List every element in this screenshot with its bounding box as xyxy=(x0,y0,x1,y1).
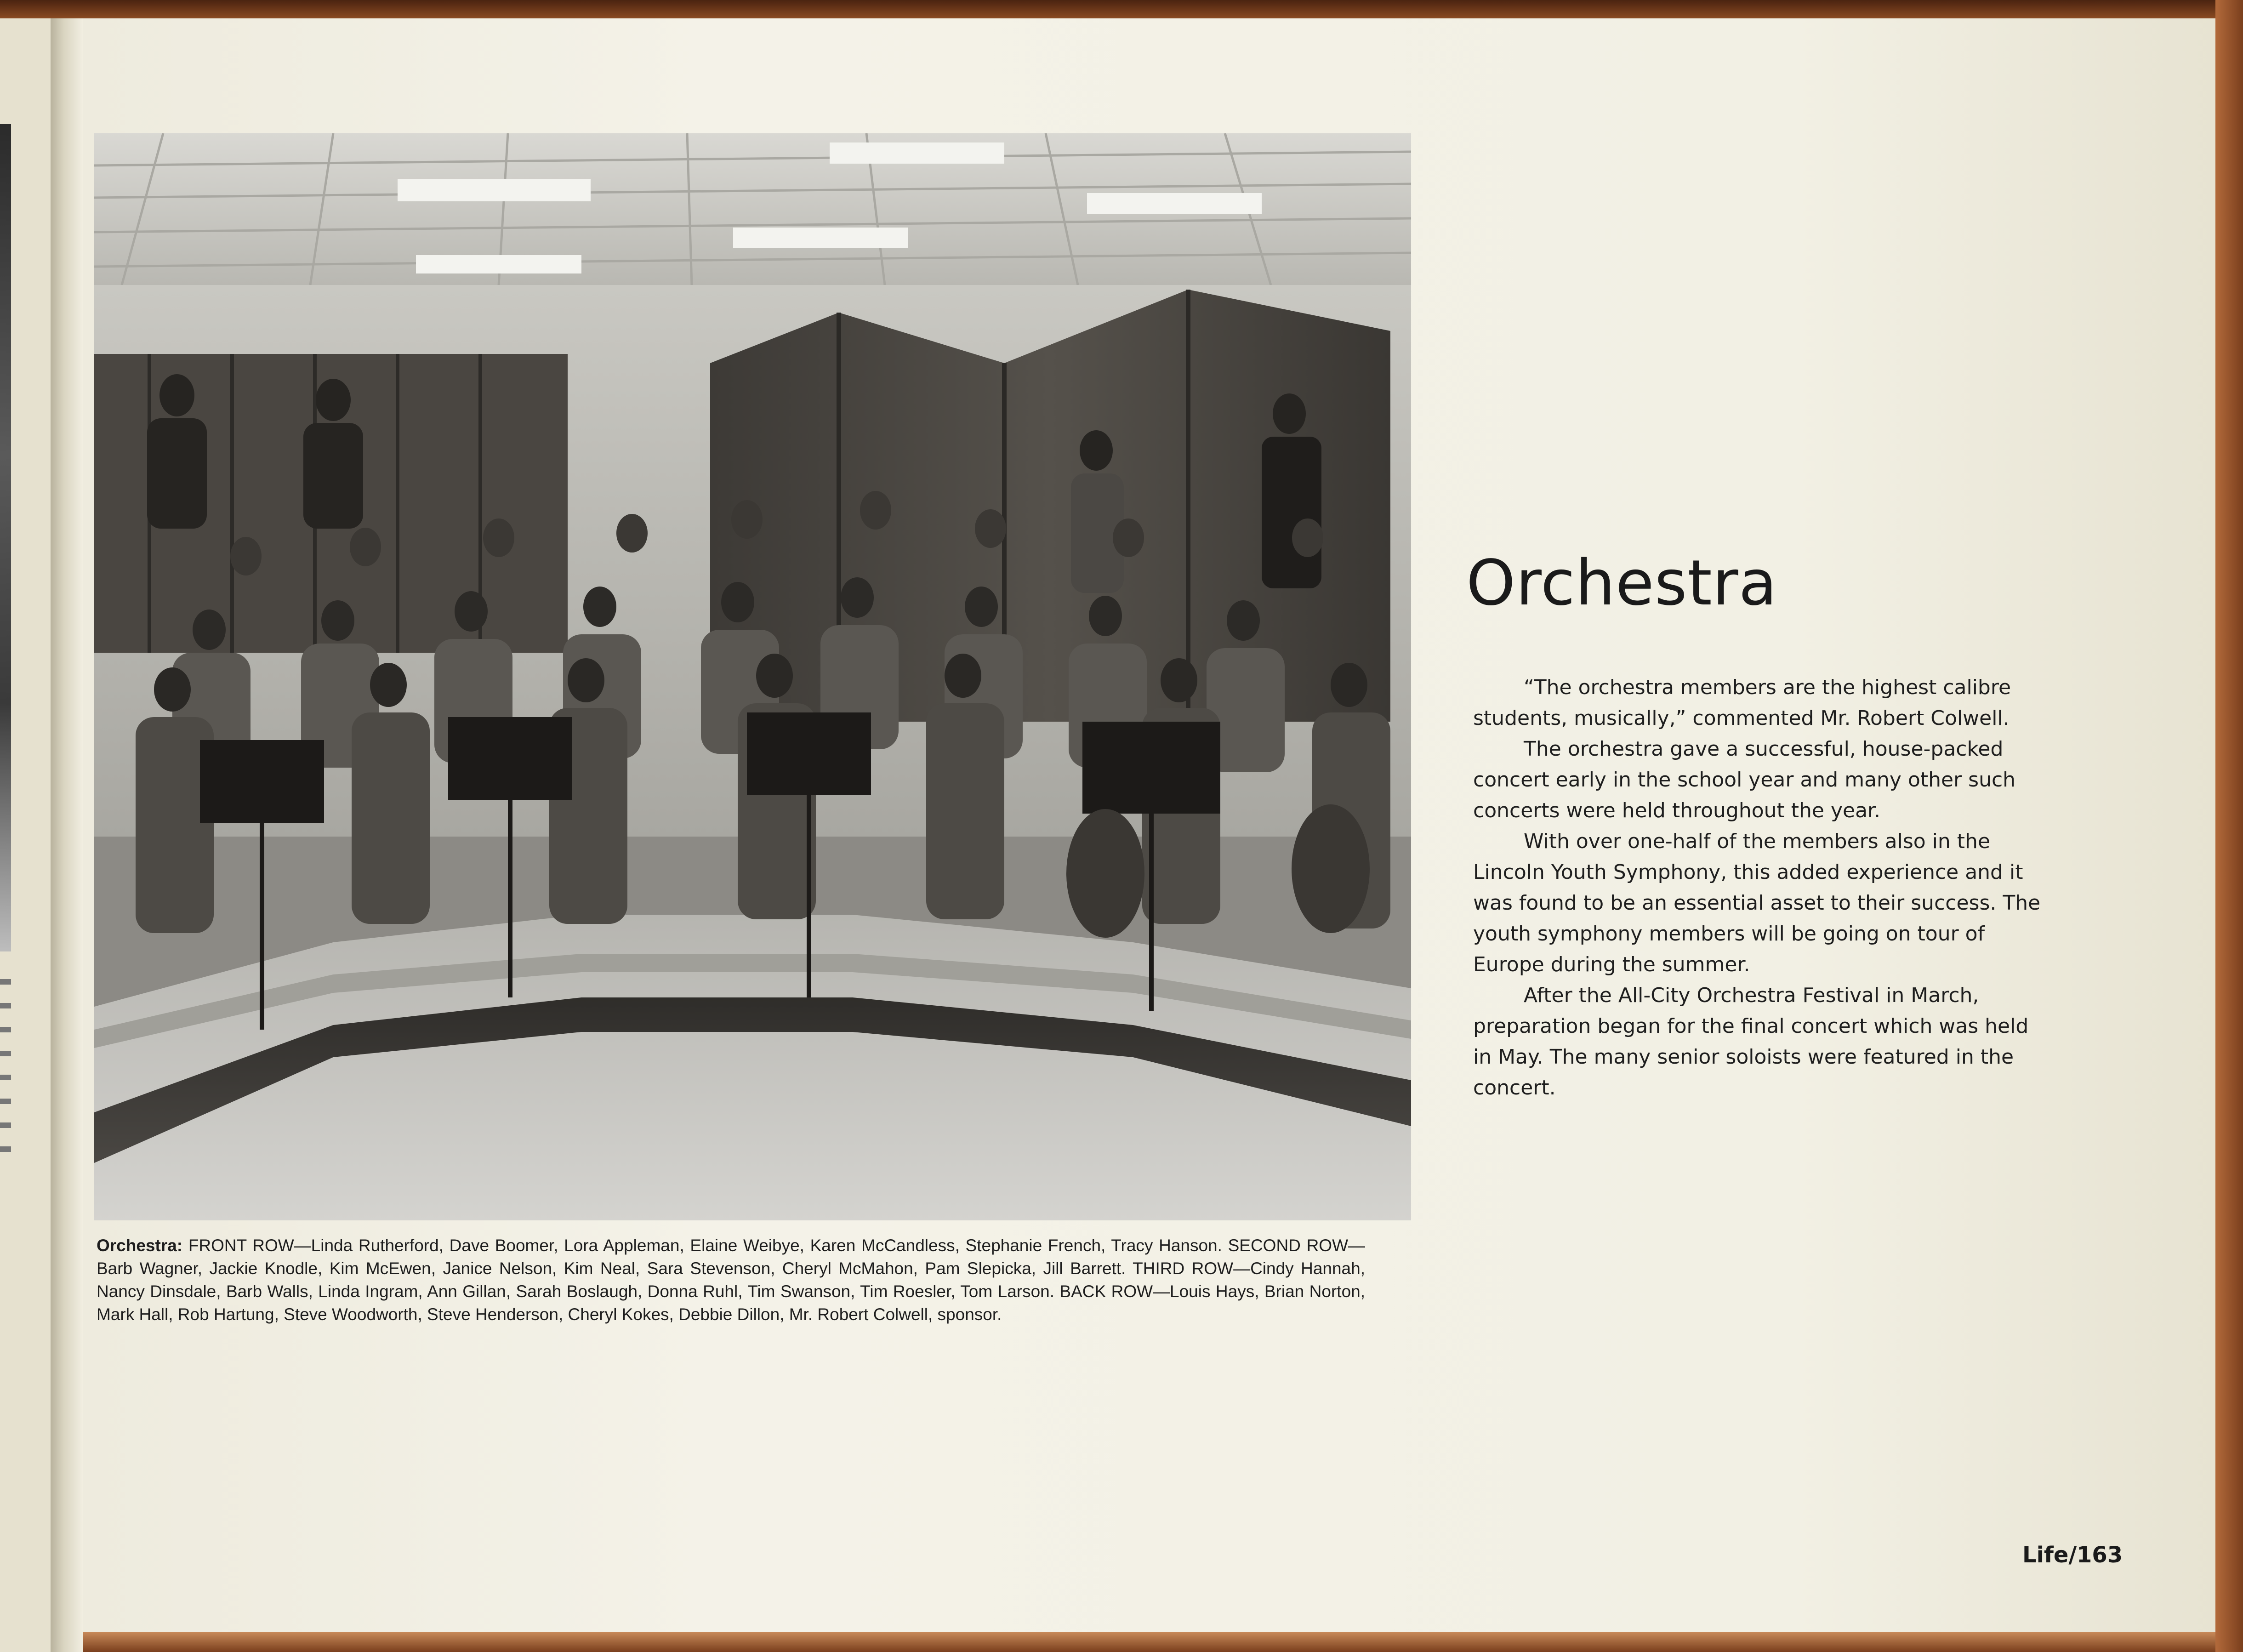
previous-page-edge xyxy=(0,18,51,1652)
ceiling xyxy=(94,133,1411,285)
article-title: Orchestra xyxy=(1466,547,1778,620)
book-cover-right-edge xyxy=(2215,0,2243,1652)
book-cover-bottom-edge xyxy=(83,1632,2215,1652)
article-paragraph: With over one-half of the members also in the Lincoln Youth Symphony, this added experience and it was found to be an essential asset to their success. The youth symphony members will be going on tour of Europe during the summer. xyxy=(1473,830,2041,976)
caption-text: FRONT ROW—Linda Rutherford, Dave Boomer, Lora Appleman, Elaine Weibye, Karen McCandless, Stephanie French, Tracy Hanson. SECOND ROW—Barb Wagner, Jackie Knodle, Kim McEwen, Janice Nelson, Kim Neal, Sara Stevenson, Cheryl McMahon, Pam Slepicka, Jill Barrett. THIRD ROW—Cindy Hannah, Nancy Dinsdale, Barb Walls, Linda Ingram, Ann Gillan, Sarah Boslaugh, Donna Ruhl, Tim Swanson, Tim Roesler, Tom Larson. BACK ROW—Louis Hays, Brian Norton, Mark Hall, Rob Hartung, Steve Woodworth, Steve Henderson, Cheryl Kokes, Debbie Dillon, Mr. Robert Colwell, sponsor. xyxy=(97,1236,1365,1324)
page-folio: Life/163 xyxy=(2022,1542,2123,1568)
orchestra-group-photo xyxy=(94,133,1411,1220)
previous-page-text-sliver xyxy=(0,961,11,1168)
article-paragraph: The orchestra gave a successful, house-packed concert early in the school year and many other such concerts were held throughout the year. xyxy=(1473,737,2016,822)
article-paragraph: After the All-City Orchestra Festival in March, preparation began for the final concert which was held in May. The many senior soloists were featured in the concert. xyxy=(1473,984,2029,1099)
article-paragraph: “The orchestra members are the highest calibre students, musically,” commented Mr. Robert Colwell. xyxy=(1473,676,2011,730)
book-gutter xyxy=(51,18,83,1652)
article-body xyxy=(1473,672,2048,1103)
book-cover-top-edge xyxy=(0,0,2243,18)
previous-page-photo-sliver xyxy=(0,124,11,951)
caption-lead: Orchestra: xyxy=(97,1236,183,1255)
photo-caption xyxy=(97,1234,1365,1326)
